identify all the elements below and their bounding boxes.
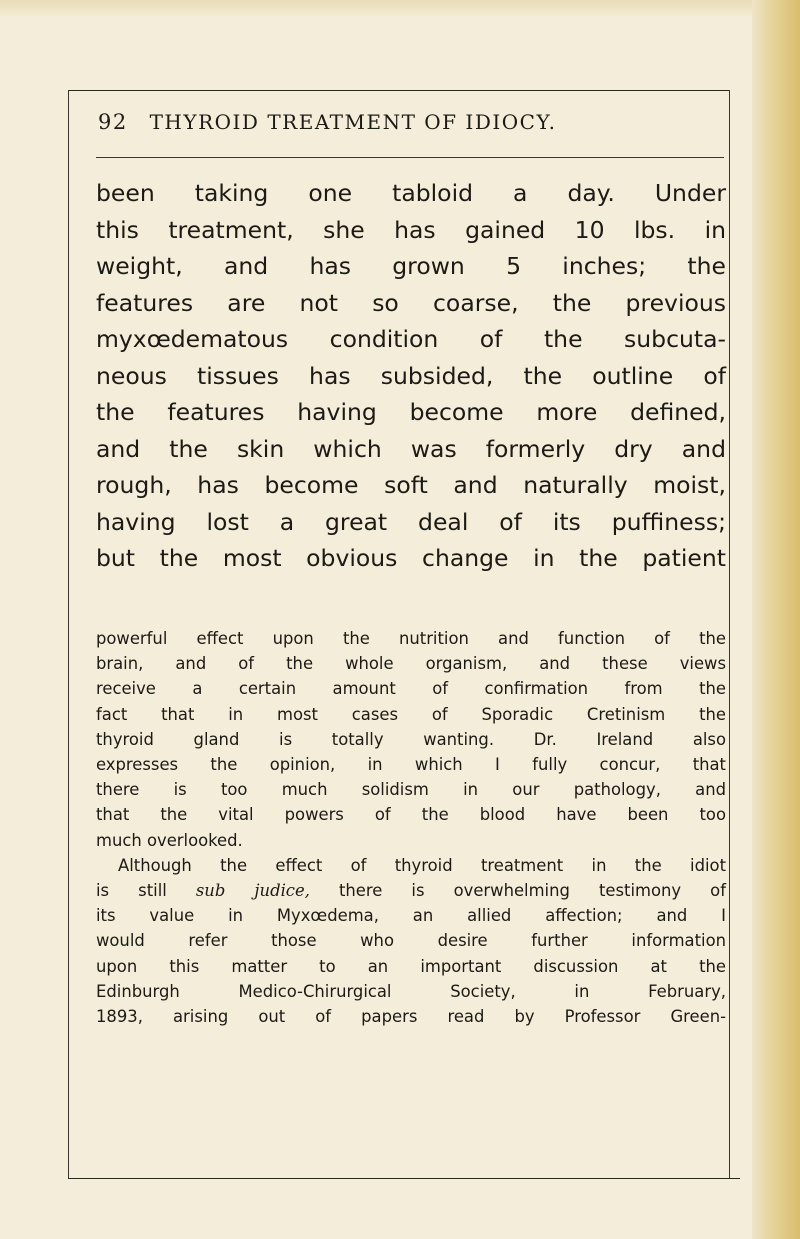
text-line: and the skin which was formerly dry and <box>96 434 726 463</box>
page-edge-right <box>752 0 800 1239</box>
running-title: THYROID TREATMENT OF IDIOCY. <box>149 110 557 134</box>
text-line: thyroid gland is totally wanting. Dr. Ireland also <box>96 729 726 749</box>
text-line: myxœdematous condition of the subcuta- <box>96 325 726 353</box>
frame-rule-right <box>729 90 730 1178</box>
page-edge-top <box>0 0 800 18</box>
large-type-passage <box>96 175 726 577</box>
header-rule <box>96 157 724 158</box>
text-line: fact that in most cases of Sporadic Cretinism the <box>96 704 726 724</box>
text-line: much overlooked. <box>96 830 243 850</box>
text-line: powerful effect upon the nutrition and function of the <box>96 629 726 648</box>
text-line: Edinburgh Medico-Chirurgical Society, in February, <box>96 981 726 1001</box>
text-line <box>96 878 726 903</box>
text-line: there is too much solidism in our pathology, and <box>96 780 726 800</box>
page-number: 92 <box>98 110 128 134</box>
text-line: neous tissues has subsided, the outline of <box>96 361 726 390</box>
text-line: 1893, arising out of papers read by Professor Green- <box>96 1007 726 1027</box>
text-line: having lost a great deal of its puffiness; <box>96 507 726 536</box>
text-line: receive a certain amount of confirmation from the <box>96 679 726 699</box>
text-line: that the vital powers of the blood have been too <box>96 805 726 825</box>
text-line: weight, and has grown 5 inches; the <box>96 252 726 280</box>
text-line: features are not so coarse, the previous <box>96 288 726 317</box>
text-line: brain, and of the whole organism, and these views <box>96 654 726 674</box>
text-line: the features having become more defined, <box>96 398 726 426</box>
text-line: Although the effect of thyroid treatment in the idiot <box>118 855 726 875</box>
small-type-passage <box>96 626 726 1029</box>
text-line: but the most obvious change in the patient <box>96 544 726 572</box>
text-line: would refer those who desire further information <box>96 931 726 951</box>
frame-rule-bottom <box>68 1178 740 1179</box>
frame-rule-top <box>68 90 730 91</box>
text-line: this treatment, she has gained 10 lbs. in <box>96 215 726 244</box>
text-line: its value in Myxœdema, an allied affection; and I <box>96 906 726 926</box>
text-segment: there is overwhelming testimony of <box>309 881 726 901</box>
text-line: rough, has become soft and naturally moist, <box>96 471 726 499</box>
text-line: upon this matter to an important discussion at the <box>96 956 726 976</box>
italic-phrase: sub judice, <box>195 881 310 901</box>
text-segment: is still <box>96 881 196 901</box>
running-header <box>98 110 718 134</box>
text-line: been taking one tabloid a day. Under <box>96 179 726 207</box>
text-line: expresses the opinion, in which I fully concur, that <box>96 755 726 775</box>
frame-rule-left <box>68 90 69 1178</box>
